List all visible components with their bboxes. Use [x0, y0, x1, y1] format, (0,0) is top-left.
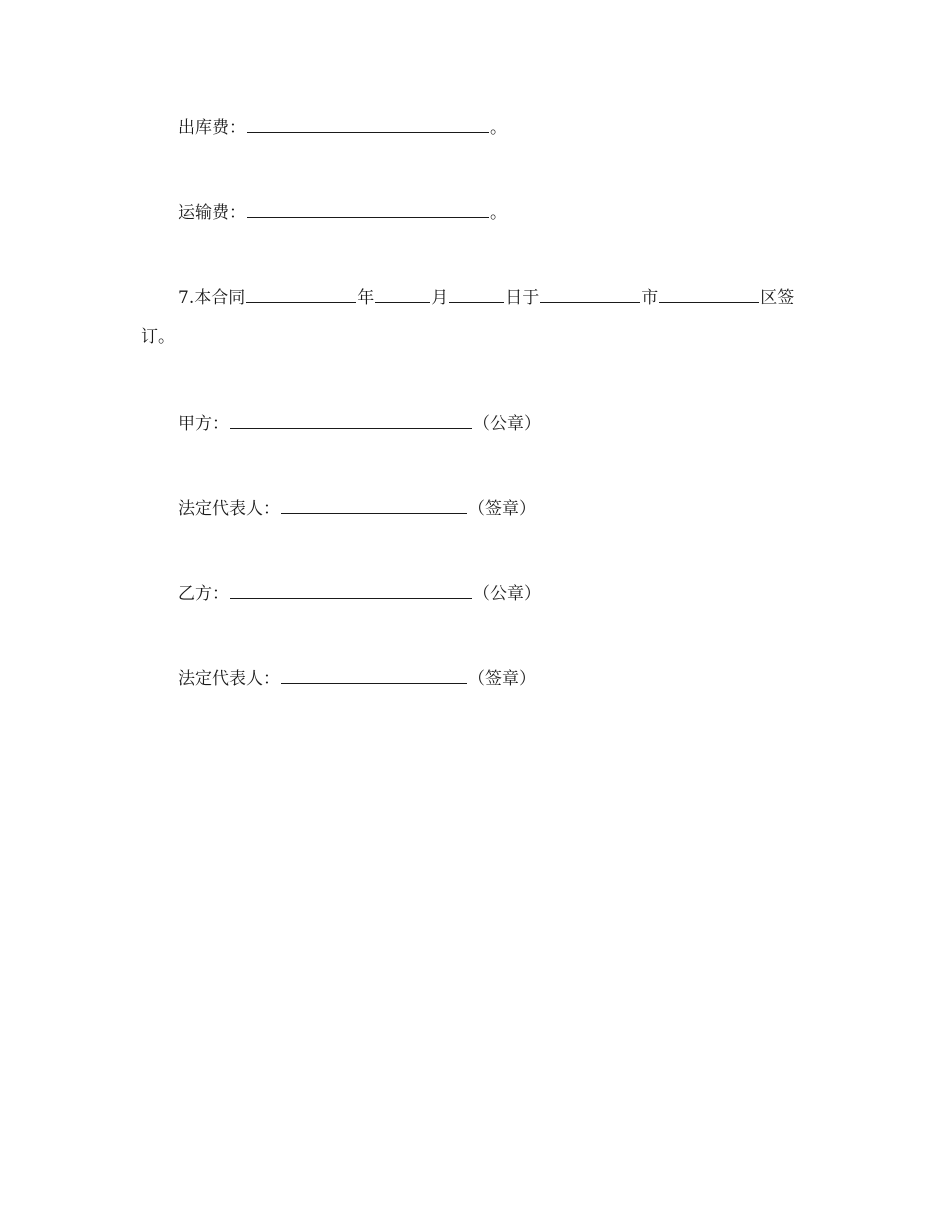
- month-blank: [375, 284, 430, 303]
- rep-b-line: [178, 665, 536, 690]
- rep-a-seal: （签章）: [468, 499, 536, 519]
- district-blank: [659, 284, 759, 303]
- clause-7-continuation: 订。: [141, 327, 175, 347]
- city-blank: [540, 284, 640, 303]
- party-a-label: 甲方：: [178, 414, 229, 434]
- clause-7-prefix: 7.本合同: [178, 288, 246, 308]
- rep-b-label: 法定代表人：: [178, 669, 280, 689]
- party-a-line: [178, 410, 541, 435]
- year-blank: [246, 284, 356, 303]
- party-b-blank: [230, 580, 472, 599]
- transport-fee-blank: [247, 199, 489, 218]
- rep-a-line: [178, 495, 536, 520]
- party-a-blank: [230, 410, 472, 429]
- outbound-fee-blank: [247, 114, 489, 133]
- year-label: 年: [357, 288, 375, 308]
- outbound-fee-label: 出库费：: [178, 118, 246, 138]
- rep-a-label: 法定代表人：: [178, 499, 280, 519]
- outbound-fee-line: [178, 114, 507, 139]
- party-b-seal: （公章）: [473, 584, 541, 604]
- rep-a-blank: [281, 495, 467, 514]
- party-b-label: 乙方：: [178, 584, 229, 604]
- day-at-label: 日于: [505, 288, 540, 308]
- transport-fee-line: [178, 199, 507, 224]
- transport-fee-label: 运输费：: [178, 203, 246, 223]
- district-sign-label: 区签: [760, 288, 795, 308]
- party-b-line: [178, 580, 541, 605]
- clause-7-line: [178, 284, 794, 309]
- transport-fee-end: 。: [490, 203, 507, 223]
- outbound-fee-end: 。: [490, 118, 507, 138]
- city-label: 市: [641, 288, 659, 308]
- rep-b-seal: （签章）: [468, 669, 536, 689]
- month-label: 月: [431, 288, 449, 308]
- party-a-seal: （公章）: [473, 414, 541, 434]
- rep-b-blank: [281, 665, 467, 684]
- day-blank: [449, 284, 504, 303]
